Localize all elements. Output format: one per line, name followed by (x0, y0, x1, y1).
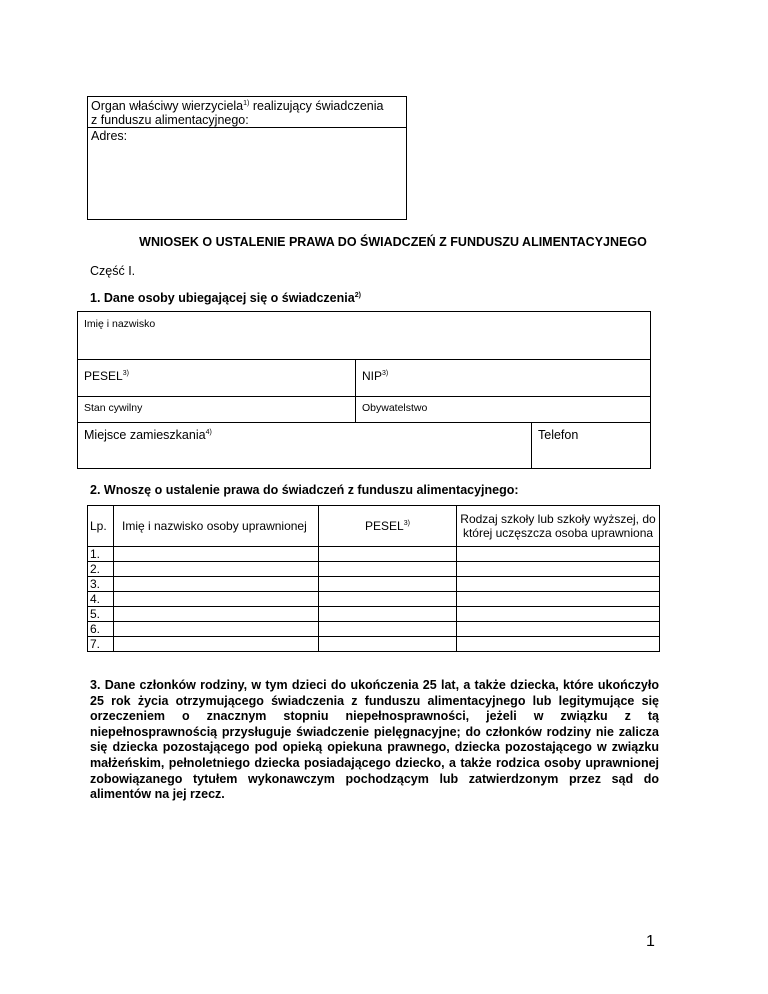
row-school-cell[interactable] (457, 622, 660, 637)
applicant-data-table (77, 311, 651, 469)
table-header-row (88, 506, 660, 547)
section1-heading-text: 1. Dane osoby ubiegającej się o świadczenia (90, 291, 355, 305)
table-row (88, 607, 660, 622)
marital-status-label: Stan cywilny (84, 402, 143, 414)
row-pesel-cell[interactable] (319, 562, 457, 577)
row-school-cell[interactable] (457, 592, 660, 607)
organ-address-label: Adres: (91, 129, 128, 143)
residence-field[interactable] (78, 423, 532, 469)
nip-footnote: 3) (382, 370, 389, 377)
pesel-footnote: 3) (122, 370, 129, 377)
section1-heading-footnote: 2) (354, 291, 361, 299)
row-number: 5. (88, 607, 114, 622)
residence-footnote: 4) (205, 428, 212, 436)
row-number: 1. (88, 547, 114, 562)
table-row (88, 622, 660, 637)
organ-footnote-ref: 1) (243, 99, 250, 107)
row-name-cell[interactable] (114, 547, 319, 562)
row-pesel-cell[interactable] (319, 547, 457, 562)
col-pesel-footnote: 3) (403, 520, 410, 527)
row-name-cell[interactable] (114, 637, 319, 652)
organ-label-1: Organ właściwy wierzyciela (91, 99, 244, 113)
page-number: 1 (646, 933, 655, 950)
row-name-cell[interactable] (114, 607, 319, 622)
organ-label-2: z funduszu alimentacyjnego: (91, 113, 249, 127)
row-number: 2. (88, 562, 114, 577)
entitled-persons-table (87, 505, 660, 652)
nip-field[interactable] (356, 360, 651, 397)
row-school-cell[interactable] (457, 577, 660, 592)
part-label: Część I. (90, 264, 136, 278)
row-school-cell[interactable] (457, 637, 660, 652)
row-name-cell[interactable] (114, 577, 319, 592)
row-name-cell[interactable] (114, 592, 319, 607)
row-school-cell[interactable] (457, 562, 660, 577)
pesel-field[interactable] (78, 360, 356, 397)
citizenship-label: Obywatelstwo (362, 402, 428, 414)
row-name-cell[interactable] (114, 562, 319, 577)
phone-label: Telefon (538, 428, 579, 442)
table-row (88, 547, 660, 562)
row-school-cell[interactable] (457, 547, 660, 562)
name-field[interactable] (78, 312, 651, 360)
row-pesel-cell[interactable] (319, 577, 457, 592)
row-number: 3. (88, 577, 114, 592)
table-row (88, 577, 660, 592)
row-pesel-cell[interactable] (319, 622, 457, 637)
row-pesel-cell[interactable] (319, 592, 457, 607)
row-school-cell[interactable] (457, 607, 660, 622)
row-number: 4. (88, 592, 114, 607)
col-lp-header: Lp. (88, 506, 114, 547)
col-pesel-header (319, 506, 457, 547)
col-pesel-label: PESEL (365, 519, 404, 533)
form-title: WNIOSEK O USTALENIE PRAWA DO ŚWIADCZEŃ Z FUNDUSZU ALIMENTACYJNEGO (139, 235, 647, 249)
row-number: 7. (88, 637, 114, 652)
organ-address-field[interactable] (88, 128, 406, 144)
col-name-header: Imię i nazwisko osoby uprawnionej (114, 506, 319, 547)
citizenship-field[interactable] (356, 397, 651, 423)
marital-status-field[interactable] (78, 397, 356, 423)
section2-heading: 2. Wnoszę o ustalenie prawa do świadczeń z funduszu alimentacyjnego: (90, 483, 519, 497)
organ-header (88, 97, 406, 128)
table-row (88, 637, 660, 652)
organ-label-1-rest: realizujący świadczenia (249, 99, 384, 113)
organ-box (87, 96, 407, 220)
pesel-label: PESEL (84, 369, 123, 383)
phone-field[interactable] (532, 423, 651, 469)
residence-label: Miejsce zamieszkania (84, 428, 206, 442)
section3-heading: 3. Dane członków rodziny, w tym dzieci do ukończenia 25 lat, a także dziecka, które ukończyło 25 rok życia otrzymującego świadczenia z funduszu alimentacyjnego lub legitymujące się orzeczeniem o znacznym stopniu niepełnosprawności, jeżeli w związku z tą niepełnosprawnością przysługuje świadczenie pielęgnacyjne; do członków rodziny nie zalicza się dziecka pozostającego pod opieką opiekuna prawnego, dziecka pozostającego w związku małżeńskim, pełnoletniego dziecka posiadającego dziecko, a także rodzica osoby uprawnionej zobowiązanego tytułem wykonawczym pochodzącym lub zatwierdzonym przez sąd do alimentów na jej rzecz. (90, 678, 659, 802)
row-pesel-cell[interactable] (319, 637, 457, 652)
nip-label: NIP (362, 369, 383, 383)
section1-heading (90, 291, 361, 305)
table-row (88, 592, 660, 607)
name-label: Imię i nazwisko (84, 318, 156, 330)
row-pesel-cell[interactable] (319, 607, 457, 622)
table-row (88, 562, 660, 577)
row-number: 6. (88, 622, 114, 637)
row-name-cell[interactable] (114, 622, 319, 637)
col-school-header: Rodzaj szkoły lub szkoły wyższej, do której uczęszcza osoba uprawniona (457, 506, 660, 547)
